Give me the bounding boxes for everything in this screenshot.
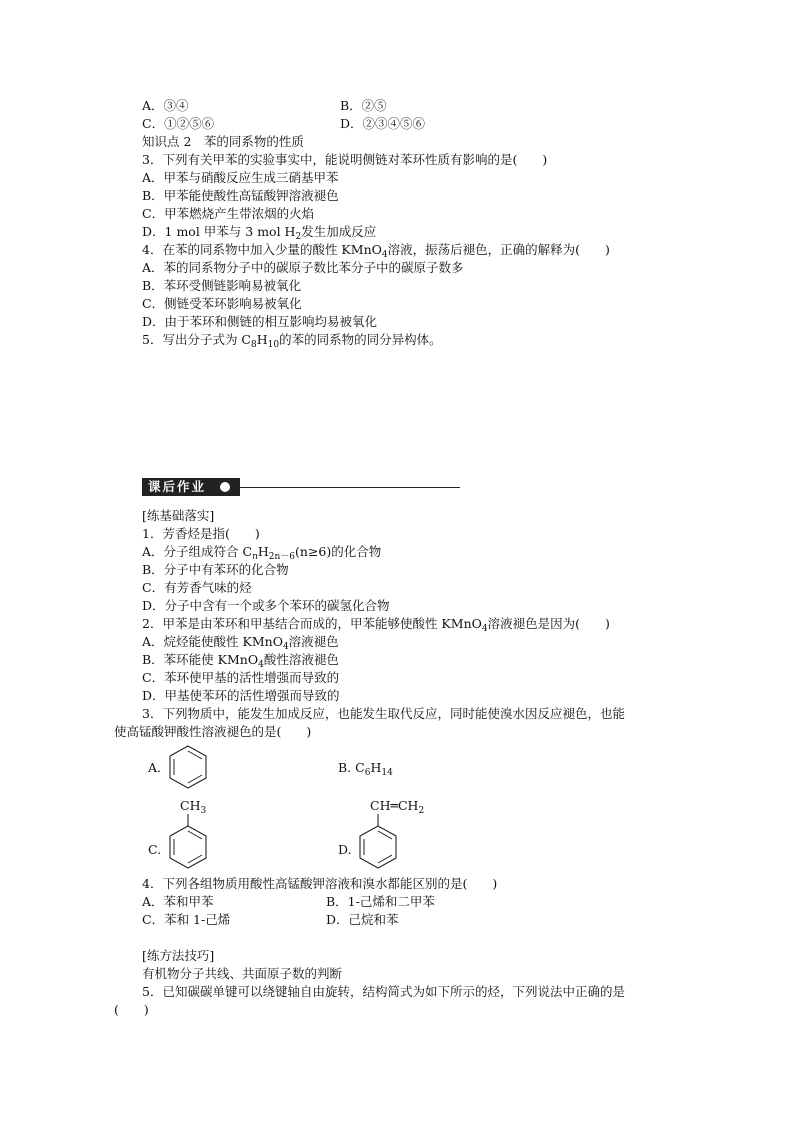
q4-option-b: B．苯环受侧链影响易被氧化	[142, 278, 302, 293]
hw-q3-b-pre: B. C	[338, 760, 365, 775]
homework-section-header	[142, 478, 460, 496]
q2-option-a	[142, 98, 189, 114]
hw-q1-option-d: D．分子中含有一个或多个苯环的碳氢化合物	[142, 598, 390, 613]
methyl-ch: CH	[180, 798, 201, 813]
q4-stem-post: 溶液，振荡后褪色，正确的解释为( )	[387, 242, 610, 257]
q4-option-d: D．由于苯环和侧链的相互影响均易被氧化	[142, 314, 378, 329]
q4-option-c: C．侧链受苯环影响易被氧化	[142, 296, 302, 311]
section-label-text: 课后作业	[148, 479, 207, 494]
hw-q2-a-pre: A．烷烃能使酸性 KMnO	[142, 634, 283, 649]
hw-q3-stem-line2: 使高锰酸钾酸性溶液褪色的是( )	[114, 724, 312, 739]
hw-q2-option-c: C．苯环使甲基的活性增强而导致的	[142, 670, 340, 685]
q5-stem	[142, 332, 442, 353]
vinyl-sub: 2	[418, 806, 425, 816]
hw-q4-stem: 4．下列各组物质用酸性高锰酸钾溶液和溴水都能区别的是( )	[142, 876, 498, 891]
hw-q2-b-pre: B．苯环能使 KMnO	[142, 652, 259, 667]
hw-q1-a-post: (n≥6)的化合物	[295, 544, 382, 559]
q3-stem: 3．下列有关甲苯的实验事实中，能说明侧链对苯环性质有影响的是( )	[142, 152, 548, 167]
option-a-text: A．③④	[142, 98, 189, 113]
hw-q2-stem-sub: 4	[481, 624, 488, 634]
hw-q2-b-post: 酸性溶液褪色	[263, 652, 339, 667]
vinyl-ch: CH═CH	[370, 798, 419, 813]
hw-q3-option-c-label: C.	[148, 842, 162, 857]
hw-q1-a-mid: H	[257, 544, 269, 559]
q2-option-d	[340, 116, 425, 132]
hw-q3-stem-line1: 3．下列物质中，能发生加成反应，也能发生取代反应，同时能使溴水因反应褪色，也能	[142, 706, 625, 721]
hw-q1-a-pre: A．分子组成符合 C	[142, 544, 253, 559]
hw-q2-option-d: D．甲基使苯环的活性增强而导致的	[142, 688, 340, 703]
hw-q2-stem-post: 溶液褪色是因为( )	[487, 616, 610, 631]
hw-q3-b-sub2: 14	[381, 768, 393, 778]
hw-q3-b-sub1: 6	[364, 768, 371, 778]
hw-q4-option-d: D．己烷和苯	[326, 912, 399, 927]
hw-q3-option-b	[338, 760, 393, 781]
q3-d-sub: 2	[295, 232, 302, 242]
q2-option-b	[340, 98, 387, 114]
hw-q3-b-mid: H	[370, 760, 382, 775]
styrene-structure-icon	[358, 814, 398, 872]
knowledge-point-2: 知识点 2 苯的同系物的性质	[142, 134, 304, 149]
hw-q2-b-sub: 4	[258, 660, 264, 670]
hw-q2-a-post: 溶液褪色	[288, 634, 339, 649]
q3-d-pre: D．1 mol 甲苯与 3 mol H	[142, 224, 296, 239]
hw-q3-option-d-label: D.	[338, 842, 352, 857]
hw-q4-option-a: A．苯和甲苯	[142, 894, 214, 909]
section-rule	[240, 487, 460, 488]
option-b-text: B．②⑤	[340, 98, 387, 113]
q4-option-a: A．苯的同系物分子中的碳原子数比苯分子中的碳原子数多	[142, 260, 464, 275]
toluene-structure-icon	[168, 814, 208, 872]
q5-pre: 5．写出分子式为 C	[142, 332, 251, 347]
method-subtitle: 有机物分子共线、共面原子数的判断	[142, 966, 343, 981]
q3-option-c: C．甲苯燃烧产生带浓烟的火焰	[142, 206, 315, 221]
q4-stem-sub: 4	[381, 250, 388, 260]
hw-q4-option-c: C．苯和 1-己烯	[142, 912, 231, 927]
hw-q1-option-b: B．分子中有苯环的化合物	[142, 562, 289, 577]
hw-q1-option-c: C．有芳香气味的烃	[142, 580, 252, 595]
hw-q2-stem-pre: 2．甲苯是由苯环和甲基结合而成的，甲苯能够使酸性 KMnO	[142, 616, 482, 631]
hw-q5-stem-line2: ( )	[114, 1002, 149, 1017]
q5-sub2: 10	[267, 340, 280, 350]
option-d-text: D．②③④⑤⑥	[340, 116, 426, 131]
option-c-text: C．①②⑤⑥	[142, 116, 215, 131]
q5-mid: H	[256, 332, 268, 347]
q3-option-a: A．甲苯与硝酸反应生成三硝基甲苯	[142, 170, 339, 185]
benzene-ring-icon	[168, 744, 208, 790]
hw-q2-a-sub: 4	[282, 642, 289, 652]
q5-post: 的苯的同系物的同分异构体。	[279, 332, 442, 347]
methyl-sub: 3	[200, 806, 207, 816]
q3-option-b: B．甲苯能使酸性高锰酸钾溶液褪色	[142, 188, 339, 203]
q5-sub1: 8	[251, 340, 257, 350]
q4-stem-pre: 4．在苯的同系物中加入少量的酸性 KMnO	[142, 242, 382, 257]
method-practice-title: [练方法技巧]	[142, 948, 215, 963]
hw-q5-stem-line1: 5．已知碳碳单键可以绕键轴自由旋转，结构简式为如下所示的烃，下列说法中正确的是	[142, 984, 625, 999]
hw-q3-option-a-label: A.	[148, 760, 162, 775]
hw-q1-stem: 1．芳香烃是指( )	[142, 526, 260, 541]
q3-d-post: 发生加成反应	[301, 224, 377, 239]
basic-practice-title: [练基础落实]	[142, 508, 215, 523]
hw-q1-a-sub2: 2n－6	[268, 552, 296, 562]
hw-q4-option-b: B．1-己烯和二甲苯	[326, 894, 435, 909]
bullet-dot-icon	[220, 482, 230, 492]
hw-q1-a-sub1: n	[252, 552, 258, 562]
q2-option-c	[142, 116, 214, 132]
